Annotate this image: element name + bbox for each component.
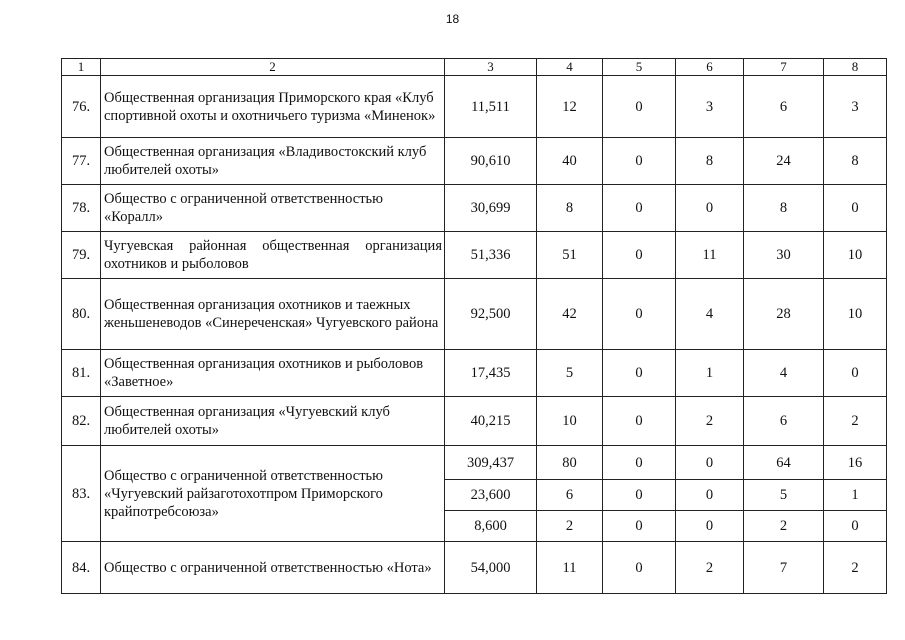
page-number: 18 xyxy=(445,12,460,26)
value-cell-col-8: 16 xyxy=(824,446,887,480)
value-cell-col-4: 5 xyxy=(537,350,603,397)
value-cell-col-3: 92,500 xyxy=(445,279,537,350)
table-body xyxy=(62,59,887,594)
organization-name-text: Общественная организация охотников и таежных женьшеневодов «Синереченская» Чугуевского района xyxy=(104,297,439,331)
value-cell-col-5: 0 xyxy=(603,397,676,446)
organization-name xyxy=(101,350,445,397)
row-number: 77. xyxy=(62,138,101,185)
value-cell-col-3: 309,437 xyxy=(445,446,537,480)
value-cell-col-7: 8 xyxy=(744,185,824,232)
value-cell-col-8: 1 xyxy=(824,480,887,511)
value-cell-col-7: 2 xyxy=(744,511,824,542)
value-cell-col-3: 8,600 xyxy=(445,511,537,542)
header-cell: 7 xyxy=(744,59,824,76)
value-cell-col-5: 0 xyxy=(603,480,676,511)
value-cell-col-7: 24 xyxy=(744,138,824,185)
value-cell-col-5: 0 xyxy=(603,511,676,542)
value-cell-col-7: 6 xyxy=(744,76,824,138)
value-cell-col-3: 30,699 xyxy=(445,185,537,232)
table-row xyxy=(62,76,887,138)
value-cell-col-8: 3 xyxy=(824,76,887,138)
organization-name-text: Общественная организация «Чугуевский клуб любителей охоты» xyxy=(104,404,390,438)
header-cell: 8 xyxy=(824,59,887,76)
value-cell-col-6: 11 xyxy=(676,232,744,279)
value-cell-col-3: 90,610 xyxy=(445,138,537,185)
table-row xyxy=(62,397,887,446)
value-cell-col-8: 0 xyxy=(824,185,887,232)
value-cell-col-5: 0 xyxy=(603,232,676,279)
value-cell-col-6: 0 xyxy=(676,511,744,542)
row-number: 76. xyxy=(62,76,101,138)
organization-name xyxy=(101,232,445,279)
value-cell-col-3: 17,435 xyxy=(445,350,537,397)
row-number: 80. xyxy=(62,279,101,350)
value-cell-col-3: 40,215 xyxy=(445,397,537,446)
value-cell-col-8: 0 xyxy=(824,511,887,542)
value-cell-col-5: 0 xyxy=(603,185,676,232)
organization-name-text: Общественная организация охотников и рыболовов «Заветное» xyxy=(104,356,424,390)
table-row xyxy=(62,279,887,350)
organization-name xyxy=(101,446,445,542)
header-cell: 3 xyxy=(445,59,537,76)
value-cell-col-6: 4 xyxy=(676,279,744,350)
organization-name-text: Общество с ограниченной ответственностью «Коралл» xyxy=(104,191,383,225)
value-cell-col-8: 2 xyxy=(824,397,887,446)
value-cell-col-5: 0 xyxy=(603,76,676,138)
value-cell-col-5: 0 xyxy=(603,138,676,185)
row-number: 81. xyxy=(62,350,101,397)
value-cell-col-4: 51 xyxy=(537,232,603,279)
value-cell-col-8: 10 xyxy=(824,232,887,279)
value-cell-col-5: 0 xyxy=(603,542,676,594)
value-cell-col-4: 80 xyxy=(537,446,603,480)
value-cell-col-6: 0 xyxy=(676,446,744,480)
value-cell-col-5: 0 xyxy=(603,279,676,350)
value-cell-col-6: 1 xyxy=(676,350,744,397)
header-row xyxy=(62,59,887,76)
header-cell: 5 xyxy=(603,59,676,76)
table-row xyxy=(62,446,887,480)
value-cell-col-6: 2 xyxy=(676,542,744,594)
organization-name xyxy=(101,185,445,232)
value-cell-col-8: 0 xyxy=(824,350,887,397)
table-row xyxy=(62,542,887,594)
organization-name xyxy=(101,397,445,446)
table-row xyxy=(62,350,887,397)
value-cell-col-8: 2 xyxy=(824,542,887,594)
row-number: 84. xyxy=(62,542,101,594)
value-cell-col-8: 10 xyxy=(824,279,887,350)
header-cell: 6 xyxy=(676,59,744,76)
value-cell-col-6: 3 xyxy=(676,76,744,138)
value-cell-col-5: 0 xyxy=(603,350,676,397)
organization-name-text: Общество с ограниченной ответственностью «Нота» xyxy=(104,559,432,576)
value-cell-col-3: 23,600 xyxy=(445,480,537,511)
value-cell-col-3: 54,000 xyxy=(445,542,537,594)
value-cell-col-4: 2 xyxy=(537,511,603,542)
value-cell-col-7: 6 xyxy=(744,397,824,446)
organization-name xyxy=(101,138,445,185)
value-cell-col-7: 4 xyxy=(744,350,824,397)
table-row xyxy=(62,138,887,185)
value-cell-col-7: 28 xyxy=(744,279,824,350)
organization-name xyxy=(101,542,445,594)
organization-name-text: Общественная организация Приморского края «Клуб спортивной охоты и охотничьего туризма «Миненок» xyxy=(104,89,436,124)
value-cell-col-4: 11 xyxy=(537,542,603,594)
value-cell-col-7: 64 xyxy=(744,446,824,480)
value-cell-col-7: 30 xyxy=(744,232,824,279)
value-cell-col-3: 51,336 xyxy=(445,232,537,279)
row-number: 82. xyxy=(62,397,101,446)
header-cell: 4 xyxy=(537,59,603,76)
organization-name xyxy=(101,76,445,138)
organization-name xyxy=(101,279,445,350)
header-cell: 1 xyxy=(62,59,101,76)
value-cell-col-8: 8 xyxy=(824,138,887,185)
value-cell-col-4: 10 xyxy=(537,397,603,446)
table-row xyxy=(62,232,887,279)
value-cell-col-6: 0 xyxy=(676,185,744,232)
value-cell-col-4: 6 xyxy=(537,480,603,511)
row-number: 78. xyxy=(62,185,101,232)
organization-name-text: Общество с ограниченной ответственностью «Чугуевский райзаготохотпром Приморского крайпотребсоюза» xyxy=(104,467,383,520)
value-cell-col-7: 7 xyxy=(744,542,824,594)
organization-name-text: Общественная организация «Владивостокский клуб любителей охоты» xyxy=(104,144,427,178)
value-cell-col-4: 40 xyxy=(537,138,603,185)
organization-name-text: Чугуевская районная общественная организация охотников и рыболовов xyxy=(104,238,442,272)
row-number: 79. xyxy=(62,232,101,279)
value-cell-col-7: 5 xyxy=(744,480,824,511)
value-cell-col-6: 0 xyxy=(676,480,744,511)
value-cell-col-4: 8 xyxy=(537,185,603,232)
value-cell-col-6: 2 xyxy=(676,397,744,446)
value-cell-col-4: 12 xyxy=(537,76,603,138)
value-cell-col-5: 0 xyxy=(603,446,676,480)
data-table xyxy=(61,58,887,594)
value-cell-col-6: 8 xyxy=(676,138,744,185)
header-cell: 2 xyxy=(101,59,445,76)
table-row xyxy=(62,185,887,232)
value-cell-col-3: 11,511 xyxy=(445,76,537,138)
row-number: 83. xyxy=(62,446,101,542)
value-cell-col-4: 42 xyxy=(537,279,603,350)
